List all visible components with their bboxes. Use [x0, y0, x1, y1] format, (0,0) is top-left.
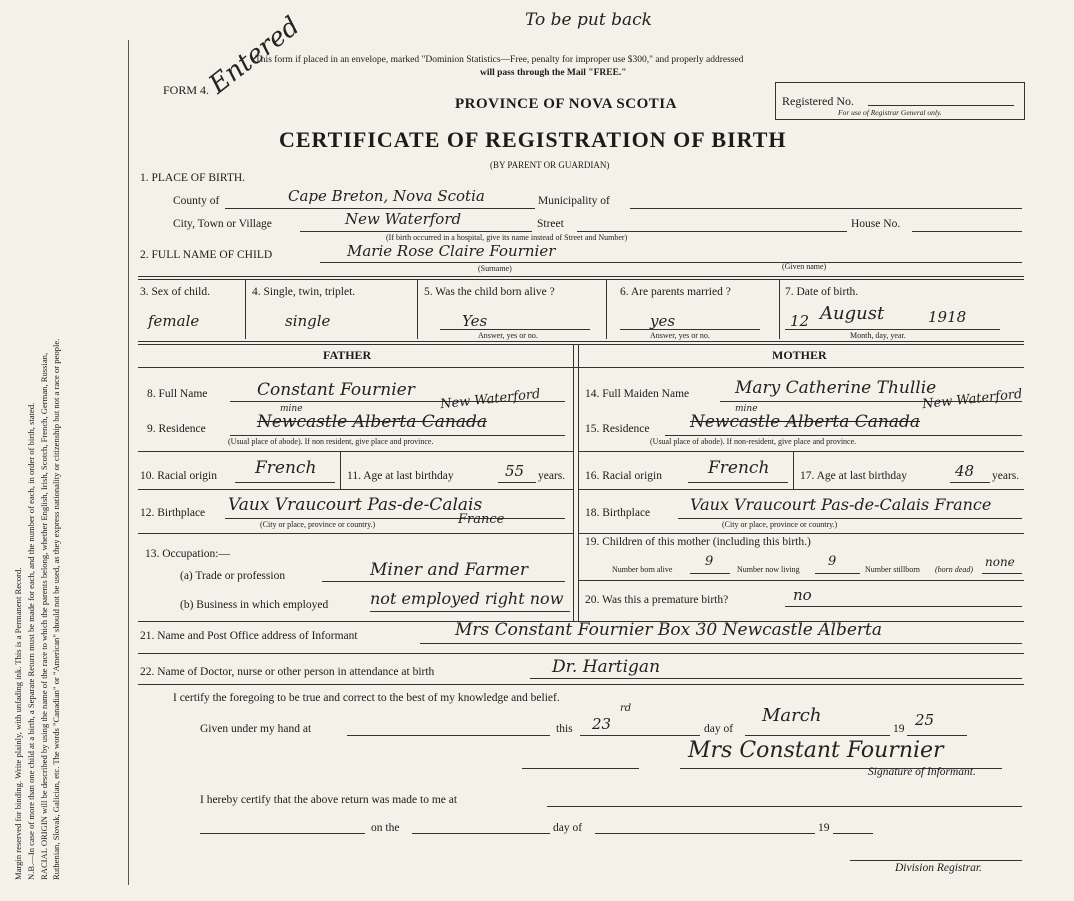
father-racial-value: French [255, 458, 317, 478]
county-value: Cape Breton, Nova Scotia [288, 187, 485, 205]
father-residence-note: (Usual place of abode). If non resident, give place and province. [228, 437, 434, 446]
margin-line-1: Margin reserved for binding. Write plainly, with unfading ink. This is a Permanent Record. [13, 567, 23, 880]
margin-rule [128, 40, 129, 885]
informant-value: Mrs Constant Fournier Box 30 Newcastle Alberta [455, 620, 882, 640]
margin-line-3: RACIAL ORIGIN will be described by using the name of the race to which the parents belong, whether English, Irish, Scotch, French, German, Russian, [38, 352, 49, 880]
registrar-year-prefix: 19 [818, 822, 830, 834]
dob-year: 1918 [928, 308, 967, 326]
mother-birthplace-note: (City or place, province or country.) [722, 520, 838, 529]
certify-day: 23 [592, 715, 612, 733]
father-residence-mine: mine [280, 404, 303, 414]
trade-label: (a) Trade or profession [180, 570, 286, 582]
dob-month: August [820, 303, 885, 324]
province-heading: PROVINCE OF NOVA SCOTIA [455, 96, 677, 112]
stillborn-note: (born dead) [935, 565, 973, 574]
given-name-note: (Given name) [782, 262, 827, 271]
multiple-label: 4. Single, twin, triplet. [252, 286, 356, 298]
sex-value: female [148, 312, 200, 330]
dob-note: Month, day, year. [850, 331, 906, 340]
stillborn-value: none [985, 555, 1015, 569]
mother-residence-insert: New Waterford [921, 386, 1024, 413]
now-living-value: 9 [828, 554, 837, 569]
father-racial-label: 10. Racial origin [140, 470, 217, 482]
surname-note: (Surname) [478, 264, 512, 273]
certify-day-suffix: rd [620, 703, 632, 714]
signature-label: Signature of Informant. [868, 766, 976, 778]
father-residence-label: 9. Residence [147, 423, 206, 435]
stillborn-label: Number stillborn [865, 565, 920, 574]
document-subtitle: (BY PARENT OR GUARDIAN) [490, 160, 610, 170]
married-label: 6. Are parents married ? [620, 286, 731, 298]
alive-note: Answer, yes or no. [478, 331, 538, 340]
child-name-label: 2. FULL NAME OF CHILD [140, 249, 273, 261]
envelope-note-1: This form if placed in an envelope, marked "Dominion Statistics—Free, penalty for improper use $300," and properly addressed [255, 55, 744, 65]
municipality-label: Municipality of [538, 195, 610, 207]
sex-label: 3. Sex of child. [140, 286, 210, 298]
informant-label: 21. Name and Post Office address of Informant [140, 630, 358, 642]
mother-residence-value: Newcastle Alberta Canada [690, 412, 920, 432]
now-living-label: Number now living [737, 565, 800, 574]
born-alive-label: Number born alive [612, 565, 673, 574]
dob-label: 7. Date of birth. [785, 286, 859, 298]
registrar-signature-label: Division Registrar. [895, 862, 982, 874]
mother-racial-label: 16. Racial origin [585, 470, 662, 482]
father-birthplace-value: Vaux Vraucourt Pas-de-Calais [228, 495, 483, 515]
father-birthplace-note: (City or place, province or country.) [260, 520, 376, 529]
doctor-value: Dr. Hartigan [552, 657, 661, 677]
city-value: New Waterford [345, 210, 462, 228]
registered-label: Registered No. [782, 94, 854, 108]
business-value: not employed right now [370, 589, 564, 608]
mother-birthplace-label: 18. Birthplace [585, 507, 651, 519]
registered-box [775, 82, 1025, 120]
alive-value: Yes [462, 312, 488, 330]
premature-value: no [793, 586, 812, 604]
registrar-statement: I hereby certify that the above return was made to me at [200, 794, 458, 806]
married-value: yes [650, 312, 676, 330]
house-label: House No. [851, 218, 901, 230]
father-heading: FATHER [323, 348, 372, 362]
father-years: years. [538, 470, 566, 482]
hospital-note: (If birth occurred in a hospital, give its name instead of Street and Number) [386, 233, 628, 242]
day-of-label: day of [704, 723, 734, 735]
certify-month: March [762, 705, 822, 726]
father-birthplace-label: 12. Birthplace [140, 507, 206, 519]
occupation-label: 13. Occupation:— [145, 548, 230, 560]
given-label: Given under my hand at [200, 723, 312, 735]
certify-year-prefix: 19 [893, 723, 905, 735]
dob-day: 12 [790, 312, 810, 330]
certify-statement: I certify the foregoing to be true and correct to the best of my knowledge and belief. [173, 692, 560, 704]
father-residence-insert: New Waterford [439, 386, 542, 413]
top-note: To be put back [525, 10, 652, 30]
multiple-value: single [285, 312, 331, 330]
mother-years: years. [992, 470, 1020, 482]
mother-residence-label: 15. Residence [585, 423, 650, 435]
entered-stamp: Entered [203, 11, 306, 100]
father-residence-value: Newcastle Alberta Canada [257, 412, 487, 432]
margin-line-4: Ruthenian, Slovak, Galician, etc. The words "Canadian" or "American" should not be used, as they express nationality or citizenship but not a race or people. [51, 338, 62, 880]
street-label: Street [537, 218, 564, 230]
margin-line-2: N.B.—In case of more than one child at a birth, a Separate Return must be made for each, and the number of each, in order of birth, stated. [25, 402, 36, 880]
children-label: 19. Children of this mother (including this birth.) [585, 536, 811, 548]
mother-age-label: 17. Age at last birthday [800, 470, 907, 482]
this-label: this [556, 723, 573, 735]
premature-label: 20. Was this a premature birth? [585, 594, 729, 606]
registrar-on-the: on the [371, 822, 400, 834]
mother-residence-note: (Usual place of abode). If non-resident, give place and province. [650, 437, 857, 446]
mother-heading: MOTHER [772, 348, 827, 362]
place-label: 1. PLACE OF BIRTH. [140, 172, 246, 184]
mother-age-value: 48 [955, 462, 975, 480]
informant-signature: Mrs Constant Fournier [688, 738, 944, 763]
mother-residence-mine: mine [735, 404, 758, 414]
registrar-day-of: day of [553, 822, 583, 834]
alive-label: 5. Was the child born alive ? [424, 286, 555, 298]
business-label: (b) Business in which employed [180, 599, 329, 611]
father-name-value: Constant Fournier [257, 380, 415, 400]
father-name-label: 8. Full Name [147, 388, 208, 400]
child-name-value: Marie Rose Claire Fournier [347, 242, 556, 260]
mother-racial-value: French [708, 458, 770, 478]
county-label: County of [173, 195, 220, 207]
doctor-label: 22. Name of Doctor, nurse or other person in attendance at birth [140, 666, 435, 678]
mother-name-label: 14. Full Maiden Name [585, 388, 690, 400]
mother-name-value: Mary Catherine Thullie [735, 378, 937, 398]
registered-note: For use of Registrar General only. [838, 108, 942, 117]
document-title: CERTIFICATE OF REGISTRATION OF BIRTH [279, 127, 787, 152]
city-label: City, Town or Village [173, 218, 272, 230]
certify-year: 25 [915, 711, 935, 729]
trade-value: Miner and Farmer [370, 560, 528, 580]
envelope-note-2: will pass through the Mail "FREE." [480, 68, 627, 78]
father-age-value: 55 [505, 462, 525, 480]
father-age-label: 11. Age at last birthday [347, 470, 454, 482]
form-number: FORM 4. [163, 83, 210, 97]
married-note: Answer, yes or no. [650, 331, 710, 340]
mother-birthplace-value: Vaux Vraucourt Pas-de-Calais France [690, 495, 992, 514]
born-alive-value: 9 [705, 554, 714, 569]
margin-instructions [12, 40, 127, 880]
father-birthplace-value2: France [458, 512, 505, 527]
